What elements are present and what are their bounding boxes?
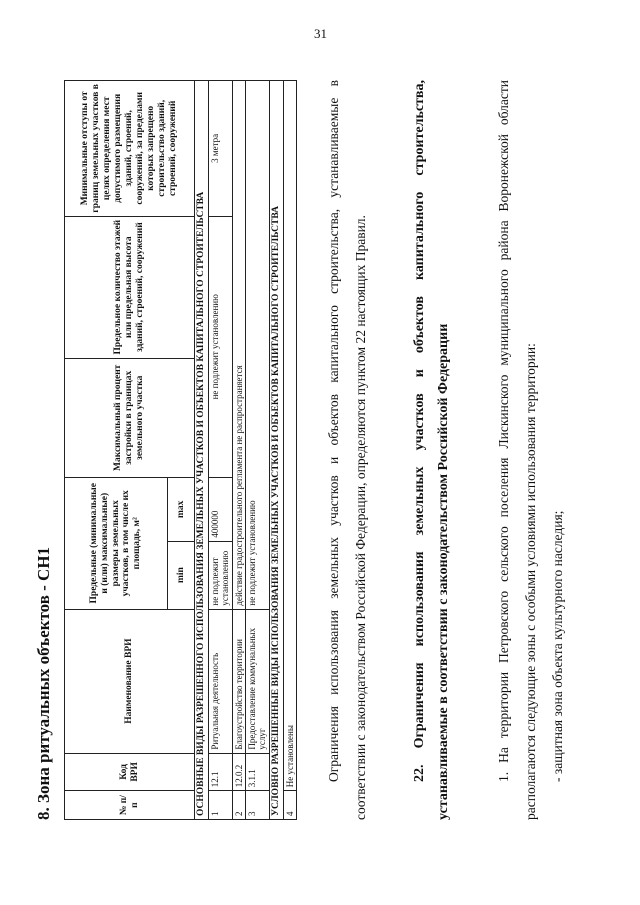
- row1-code: 12.1: [208, 753, 232, 791]
- header-floors: Предельное количество этажей или предельная высота зданий, строений, сооружений: [65, 216, 195, 358]
- table-group-row: [269, 81, 283, 820]
- section-22-heading: 22. Ограничения использования земельных участков и объектов капитального строительства, устанавливаемые в соответствии с законодательством Российской Федерации: [412, 80, 451, 820]
- zone-table: [64, 80, 297, 820]
- row1-min: не подлежит установлению: [208, 541, 232, 609]
- row2-num: 2: [232, 791, 245, 820]
- section-title: 8. Зона ритуальных объектов - СН1: [34, 546, 53, 820]
- zone-list-item: - защитная зона объекта культурного наследия;: [550, 510, 565, 782]
- row1-pct: не подлежит установлению: [208, 216, 232, 477]
- header-sizes: Предельные (минимальные и (или) максимальные) размеры земельных участков, в том числе их площадь, м²: [65, 477, 168, 609]
- header-indent: Минимальные отступы от границ земельных участков в целях определения мест допустимого размещения зданий, строений, сооружений, за пределами которых запрещено строительство зданий, строений, сооружений: [65, 81, 195, 217]
- header-name: Наименование ВРИ: [65, 609, 195, 753]
- group-main: ОСНОВНЫЕ ВИДЫ РАЗРЕШЕННОГО ИСПОЛЬЗОВАНИЯ ЗЕМЕЛЬНЫХ УЧАСТКОВ И ОБЪЕКТОВ КАПИТАЛЬНОГО СТРОИТЕЛЬСТВА: [195, 81, 209, 820]
- table-group-row: [195, 81, 209, 820]
- header-percent: Максимальный процент застройки в границах земельного участка: [65, 358, 195, 477]
- row3-name: Предоставление коммунальных услуг: [245, 609, 269, 753]
- row1-num: 1: [208, 791, 232, 820]
- header-num: № п/п: [65, 791, 195, 820]
- table-header-row: [65, 81, 168, 820]
- table-row: [208, 81, 232, 820]
- header-max: max: [168, 477, 195, 541]
- row2-code: 12.0.2: [232, 753, 245, 791]
- row4-name: Не установлены: [283, 81, 296, 791]
- row2-text: действие градостроительного регламента не распространяется: [232, 81, 245, 610]
- header-min: min: [168, 541, 195, 609]
- restrictions-paragraph: Ограничения использования земельных участков и объектов капитального строительства, устанавливаемые в соответствии с законодательством Российской Федерации, определяются пунктом 22 настоящих Правил.: [326, 80, 368, 820]
- rotated-content: [20, 20, 620, 880]
- row1-name: Ритуальная деятельность: [208, 609, 232, 753]
- row1-indent: 3 метра: [208, 81, 232, 217]
- row3-text: не подлежит установлению: [245, 81, 269, 610]
- table-row: [232, 81, 245, 820]
- row3-num: 3: [245, 791, 269, 820]
- table-row: [283, 81, 296, 820]
- row4-num: 4: [283, 791, 296, 820]
- header-code: Код ВРИ: [65, 753, 195, 791]
- zones-paragraph: 1. На территории Петровского сельского поселения Лискинского муниципального района Воронежской области располагаются следующие зоны с особыми условиями использования территории:: [496, 80, 538, 820]
- row2-name: Благоустройство территории: [232, 609, 245, 753]
- row3-code: 3.1.1: [245, 753, 269, 791]
- row1-max: 400000: [208, 477, 232, 541]
- table-row: [245, 81, 269, 820]
- page-number: 31: [314, 26, 327, 41]
- group-conditional: УСЛОВНО РАЗРЕШЕННЫЕ ВИДЫ ИСПОЛЬЗОВАНИЯ ЗЕМЕЛЬНЫХ УЧАСТКОВ И ОБЪЕКТОВ КАПИТАЛЬНОГО СТРОИТЕЛЬСТВА: [269, 81, 283, 820]
